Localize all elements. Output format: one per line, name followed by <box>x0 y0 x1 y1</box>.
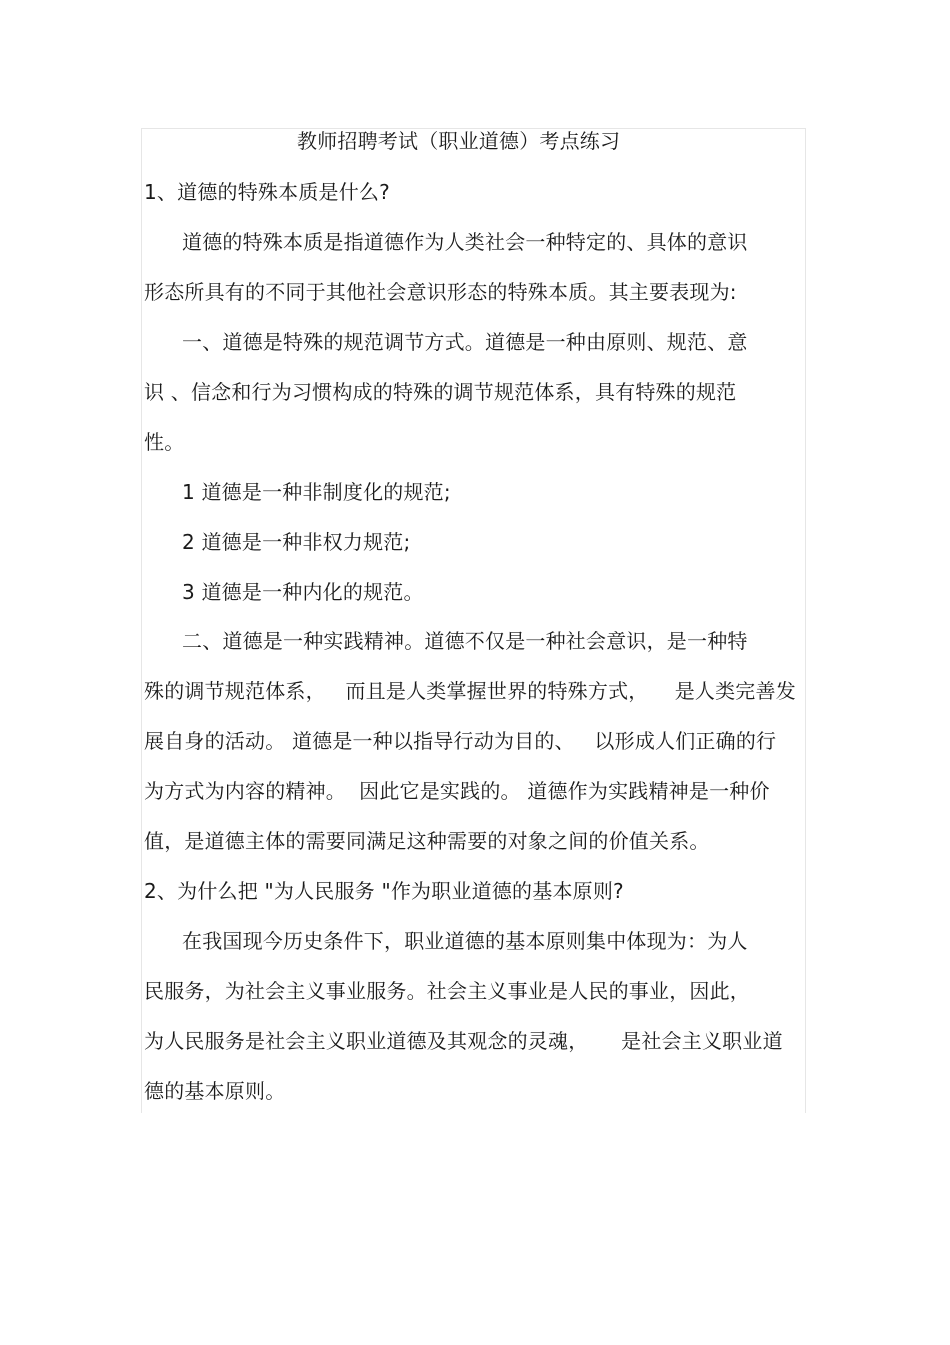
q1-paragraph-3-line-1: 二、道德是一种实践精神。道德不仅是一种社会意识，是一种特 <box>182 629 748 653</box>
q2-paragraph-1-line-4: 德的基本原则。 <box>144 1079 286 1103</box>
q2-paragraph-1-line-2: 民服务，为社会主义事业服务。社会主义事业是人民的事业，因此， <box>144 979 750 1003</box>
q1-paragraph-3-line-5: 值，是道德主体的需要同满足这种需要的对象之间的价值关系。 <box>144 829 710 853</box>
document-frame <box>141 128 806 1113</box>
question-2: 2、为什么把 "为人民服务 "作为职业道德的基本原则? <box>144 879 624 903</box>
q1-paragraph-3-line-3: 展自身的活动。 道德是一种以指导行动为目的、 以形成人们正确的行 <box>144 729 777 753</box>
q1-paragraph-2-line-2: 识 、信念和行为习惯构成的特殊的调节规范体系，具有特殊的规范 <box>144 380 737 404</box>
question-1: 1、道德的特殊本质是什么? <box>144 180 390 204</box>
q1-paragraph-3-line-2: 殊的调节规范体系， 而且是人类掌握世界的特殊方式， 是人类完善发 <box>144 679 796 703</box>
q1-paragraph-1-line-1: 道德的特殊本质是指道德作为人类社会一种特定的、具体的意识 <box>182 230 748 254</box>
q2-paragraph-1-line-3: 为人民服务是社会主义职业道德及其观念的灵魂， 是社会主义职业道 <box>144 1029 783 1053</box>
q1-paragraph-2-line-3: 性。 <box>144 430 185 454</box>
q1-paragraph-3-line-4: 为方式为内容的精神。 因此它是实践的。 道德作为实践精神是一种价 <box>144 779 770 803</box>
q1-list-item-2: 2 道德是一种非权力规范; <box>182 530 411 554</box>
document-title: 教师招聘考试（职业道德）考点练习 <box>297 129 621 153</box>
q1-list-item-1: 1 道德是一种非制度化的规范; <box>182 480 451 504</box>
q1-paragraph-1-line-2: 形态所具有的不同于其他社会意识形态的特殊本质。其主要表现为: <box>144 280 737 304</box>
q2-paragraph-1-line-1: 在我国现今历史条件下，职业道德的基本原则集中体现为：为人 <box>182 929 748 953</box>
q1-list-item-3: 3 道德是一种内化的规范。 <box>182 580 424 604</box>
q1-paragraph-2-line-1: 一、道德是特殊的规范调节方式。道德是一种由原则、规范、意 <box>182 330 748 354</box>
